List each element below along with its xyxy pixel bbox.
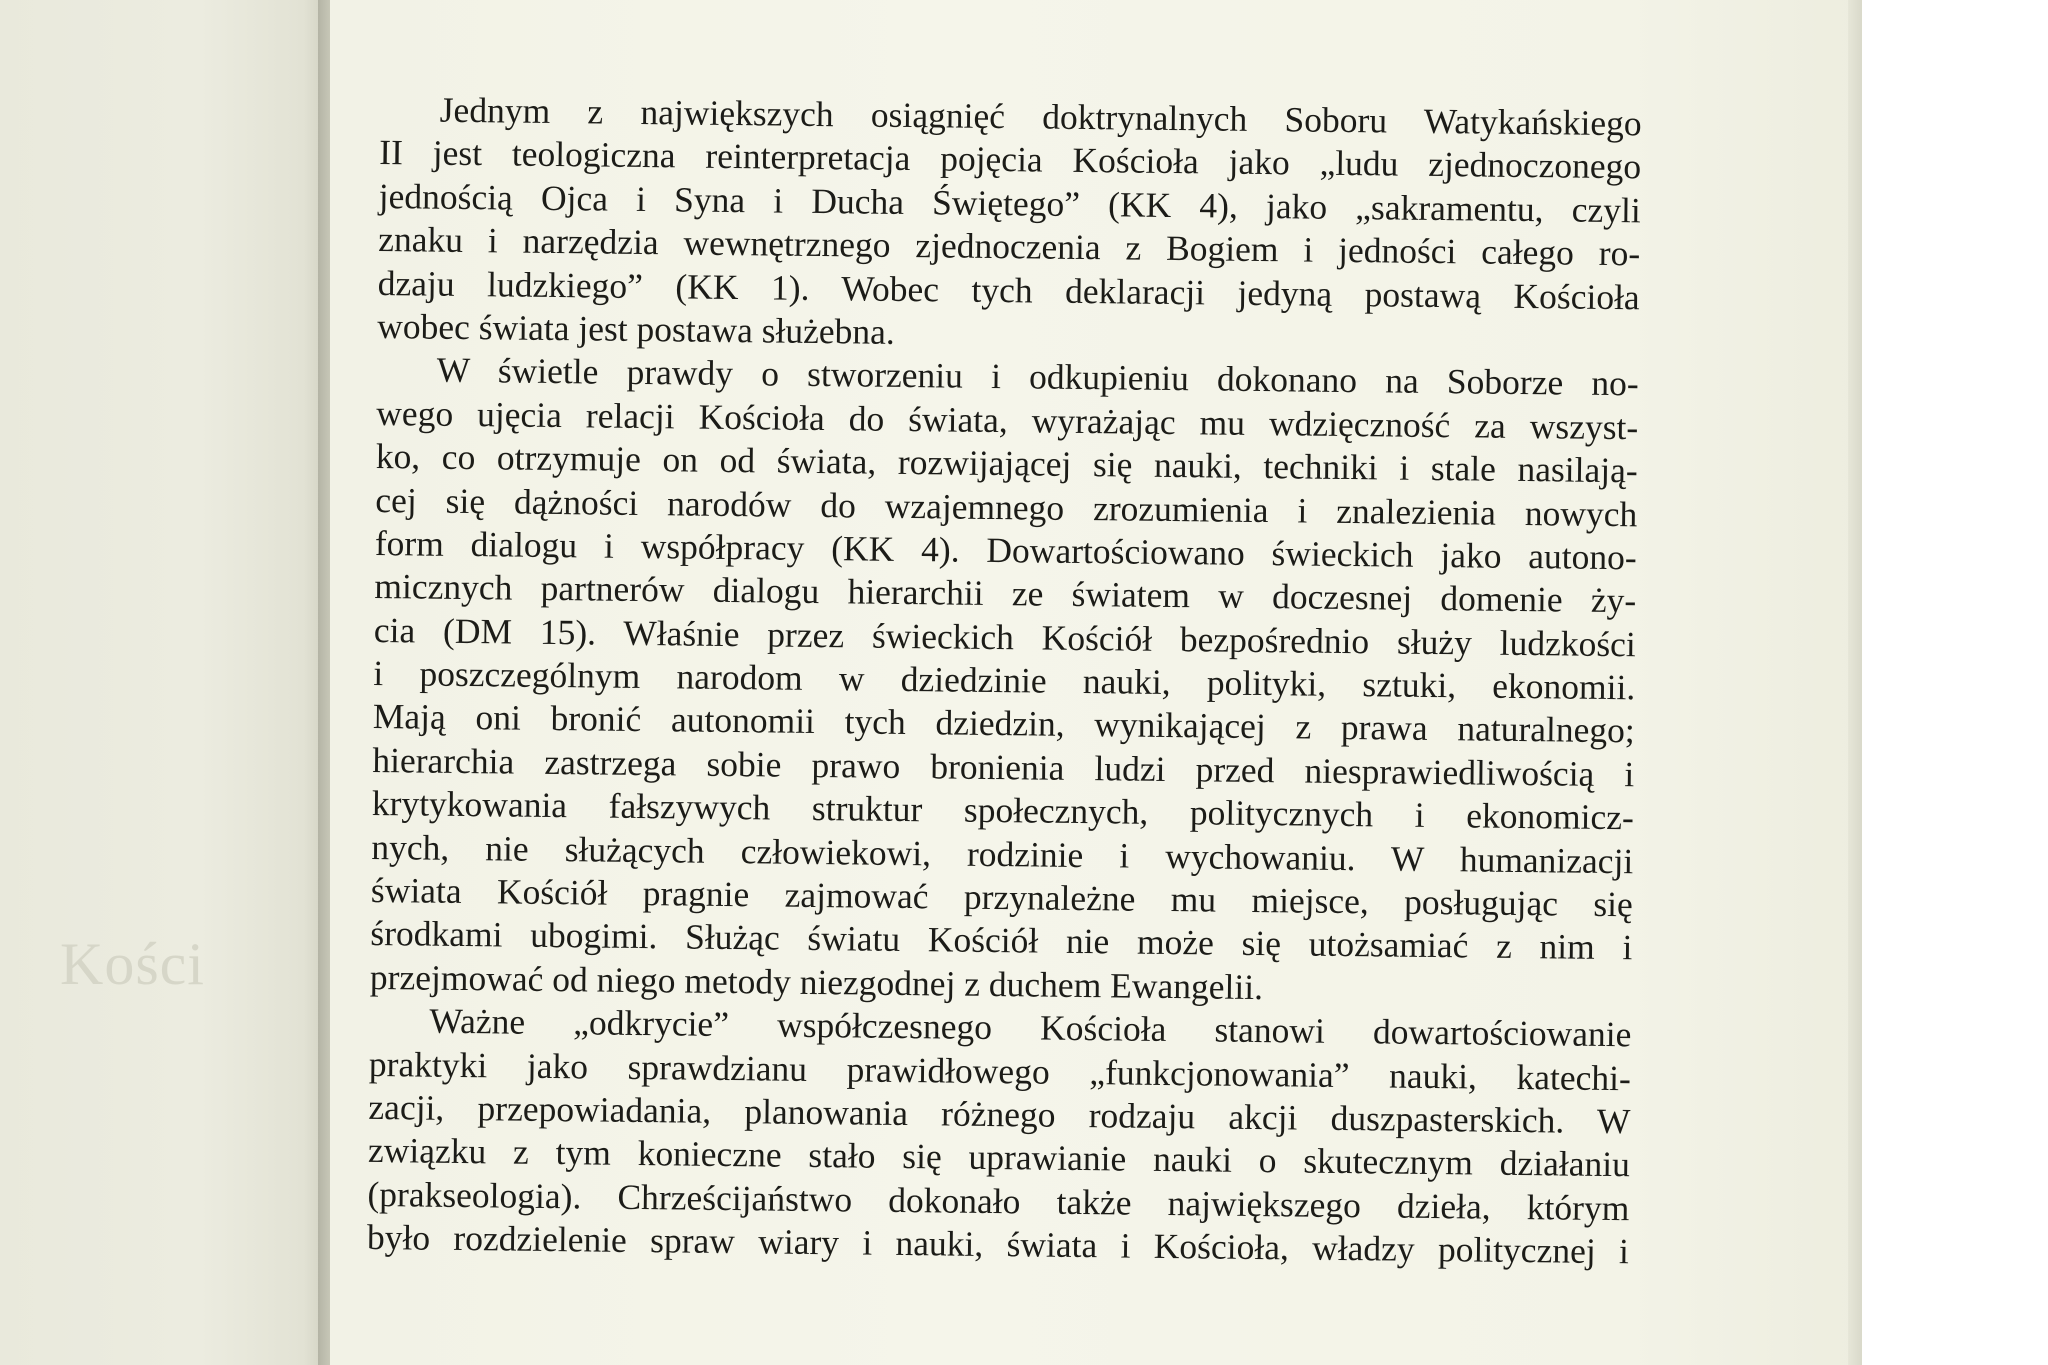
paragraph-3-line: Ważne „odkrycie” współczesnego Kościoła stanowi dowartościowanie (429, 1000, 1632, 1055)
paragraph-1-line: jednością Ojca i Syna i Ducha Świętego” (KK 4), jako „sakramentu, czyli (378, 175, 1641, 231)
paragraph-2-line: W świetle prawdy o stworzeniu i odkupieniu dokonano na Soborze no- (436, 350, 1639, 404)
body-text (367, 88, 1642, 1274)
paragraph-1-line: II jest teologiczna reinterpretacja pojęcia Kościoła jako „ludu zjednoczonego (379, 132, 1642, 187)
paragraph-2-line: krytykowania fałszywych struktur społecznych, politycznych i ekonomicz- (371, 783, 1635, 838)
page-edge (1848, 0, 1862, 1365)
paragraph-2-line: przejmować od niego metody niezgodnej z duchem Ewangelii. (369, 956, 1264, 1007)
paragraph-2-line: Mają oni bronić autonomii tych dziedzin, wynikającej z prawa naturalnego; (372, 696, 1636, 751)
paragraph-3-line: praktyki jako sprawdzianu prawidłowego „funkcjonowania” nauki, katechi- (368, 1043, 1632, 1098)
paragraph-2-line: świata Kościół pragnie zajmować przynależne mu miejsce, posługując się (370, 869, 1634, 925)
paragraph-2-line: cia (DM 15). Właśnie przez świeckich Kościół bezpośrednio służy ludzkości (373, 609, 1637, 664)
paragraph-2-line: cej się dążności narodów do wzajemnego zrozumienia i znalezienia nowych (375, 479, 1638, 534)
paragraph-1-line: Jednym z największych osiągnięć doktrynalnych Soboru Watykańskiego (439, 89, 1642, 144)
paragraph-3-line: zacji, przepowiadania, planowania różnego rodzaju akcji duszpasterskich. W (368, 1086, 1631, 1142)
paragraph-3-line: było rozdzielenie spraw wiary i nauki, świata i Kościoła, władzy politycznej i (366, 1217, 1630, 1272)
left-page (0, 0, 330, 1365)
paragraph-2-line: wego ujęcia relacji Kościoła do świata, wyrażając mu wdzięczność za wszyst- (376, 392, 1639, 448)
left-page-bleed-through-text: Kości (60, 931, 205, 997)
paragraph-2-line: hierarchia zastrzega sobie prawo bronienia ludzi przed niesprawiedliwością i (372, 739, 1635, 795)
paragraph-2-line: i poszczególnym narodom w dziedzinie nauki, polityki, sztuki, ekonomii. (373, 653, 1636, 708)
paragraph-2-line: form dialogu i współpracy (KK 4). Dowartościowano świeckich jako autono- (374, 522, 1637, 578)
paragraph-2-line: środkami ubogimi. Służąc światu Kościół nie może się utożsamiać z nim i (370, 913, 1633, 968)
paragraph-3-line: (prakseologia). Chrześcijaństwo dokonało także największego dzieła, którym (367, 1173, 1630, 1229)
paragraph-1-line: dzaju ludzkiego” (KK 1). Wobec tych deklaracji jedyną postawą Kościoła (377, 262, 1640, 317)
paragraph-2-line: nych, nie służących człowiekowi, rodzinie i wychowaniu. W humanizacji (371, 826, 1634, 881)
paragraph-1-line: wobec świata jest postawa służebna. (377, 305, 896, 352)
paragraph-2-line: ko, co otrzymuje on od świata, rozwijającej się nauki, techniki i stale nasilają- (375, 436, 1638, 491)
paragraph-3-line: związku z tym konieczne stało się uprawianie nauki o skutecznym działaniu (367, 1130, 1631, 1185)
paragraph-1-line: znaku i narzędzia wewnętrznego zjednoczenia z Bogiem i jedności całego ro- (378, 219, 1641, 274)
paragraph-2-line: micznych partnerów dialogu hierarchii ze światem w doczesnej domenie ży- (374, 566, 1637, 621)
